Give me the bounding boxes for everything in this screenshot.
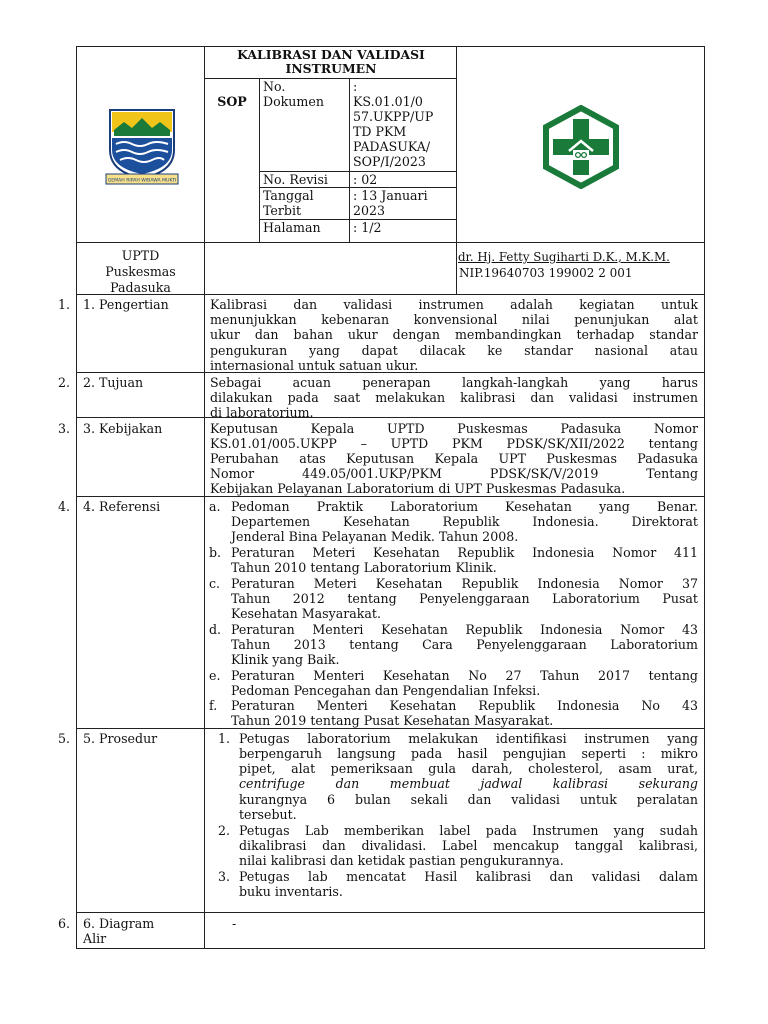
table-border-bottom (76, 948, 705, 949)
puskesmas-logo (539, 105, 623, 189)
header-bottom-line (76, 242, 705, 243)
field-label-no-revisi: No. Revisi (263, 172, 328, 187)
section-text-line: di laboratorium. (210, 405, 314, 420)
reference-line: Tahun 2019 tentang Pusat Kesehatan Masyarakat. (231, 713, 554, 728)
reference-line: Peraturan Menteri Kesehatan Republik Indonesia Nomor 43 (231, 622, 698, 637)
title-divider (205, 78, 457, 79)
section-label-pengertian: 1. Pengertian (83, 297, 169, 312)
org-name-line: Puskesmas (105, 264, 176, 279)
section-label-kebijakan: 3. Kebijakan (83, 421, 163, 436)
table-column-divider (204, 46, 205, 949)
procedure-line: tersebut. (239, 807, 297, 822)
document-title-line1: KALIBRASI DAN VALIDASI (237, 47, 425, 62)
procedure-line: kurangnya 6 bulan sekali dan validasi untuk peralatan (239, 792, 698, 807)
procedure-line: Petugas Lab memberikan label pada Instrumen yang sudah (239, 823, 698, 838)
reference-line: Klinik yang Baik. (231, 652, 340, 667)
section-label-tujuan: 2. Tujuan (83, 375, 144, 390)
reference-line: Pedoman Pencegahan dan Pengendalian Infeksi. (231, 683, 541, 698)
section-text-line: dilakukan pada saat melakukan kalibrasi dan validasi instrumen (210, 390, 698, 405)
procedure-line: Petugas lab mencatat Hasil kalibrasi dan validasi dalam (239, 869, 698, 884)
diagram-alir-value: - (232, 916, 237, 931)
field-label-tanggal-terbit: Terbit (263, 203, 302, 218)
section-number: 3. (57, 421, 70, 436)
field-value-tanggal-terbit: 2023 (353, 203, 386, 218)
section-text-line: internasional untuk satuan ukur. (210, 358, 419, 373)
reference-marker: a. (209, 499, 221, 514)
section-text-line: Keputusan Kepala UPTD Puskesmas Padasuka Nomor (210, 421, 698, 436)
section-text-line: Perubahan atas Keputusan Kepala UPT Puskesmas Padasuka (210, 451, 698, 466)
reference-line: Tahun 2012 tentang Penyelenggaraan Laboratorium Pusat (231, 591, 698, 606)
section-number: 6. (57, 916, 70, 931)
document-title-line2: INSTRUMEN (285, 61, 377, 76)
section-label-diagram-alir: Alir (83, 931, 107, 946)
field-value-no-dokumen: PADASUKA/ (353, 139, 431, 154)
procedure-line: buku inventaris. (239, 884, 343, 899)
section-number: 4. (57, 499, 70, 514)
procedure-line: dikalibrasi dan divalidasi. Label mencakup tanggal kalibrasi, (239, 838, 698, 853)
field-value-tanggal-terbit: : 13 Januari (353, 188, 428, 203)
procedure-marker: 3. (218, 869, 231, 884)
field-value-no-dokumen: SOP/I/2023 (353, 154, 426, 169)
field-label-tanggal-terbit: Tanggal (263, 188, 314, 203)
table-border-left (76, 46, 77, 949)
row-divider (76, 417, 705, 418)
section-number: 5. (57, 731, 70, 746)
reference-marker: c. (209, 576, 221, 591)
field-value-no-dokumen: : (353, 79, 358, 94)
section-text-line: Kebijakan Pelayanan Laboratorium di UPT Puskesmas Padasuka. (210, 481, 626, 496)
org-name-line: Padasuka (110, 280, 171, 295)
procedure-line: centrifuge dan membuat jadwal kalibrasi sekurang (239, 776, 698, 791)
field-label-halaman: Halaman (263, 220, 321, 235)
section-label-referensi: 4. Referensi (83, 499, 161, 514)
reference-line: Peraturan Meteri Kesehatan Republik Indonesia Nomor 411 (231, 545, 698, 560)
section-text-line: pengukuran yang dapat dilacak ke standar nasional atau (210, 343, 698, 358)
section-text-line: menunjukkan kebenaran konvensional nilai penunjukan alat (210, 312, 698, 327)
org-name-line: UPTD (121, 248, 160, 263)
section-text-line: Nomor 449.05/001.UKP/PKM PDSK/SK/V/2019 Tentang (210, 466, 698, 481)
procedure-marker: 2. (218, 823, 231, 838)
city-emblem-logo (104, 106, 180, 190)
reference-line: Jenderal Bina Pelayanan Medik. Tahun 2008. (231, 529, 519, 544)
reference-marker: b. (209, 545, 222, 560)
field-divider (349, 78, 350, 242)
reference-marker: e. (209, 668, 221, 683)
procedure-line: berpengaruh langsung pada hasil pengujian seperti : mikro (239, 746, 698, 761)
procedure-line: nilai kalibrasi dan ketidak pastian pengukurannya. (239, 853, 564, 868)
procedure-marker: 1. (218, 731, 231, 746)
sop-label: SOP (217, 94, 247, 109)
section-text-line: KS.01.01/005.UKPP – UPTD PKM PDSK/SK/XII/2022 tentang (210, 436, 698, 451)
procedure-line: pipet, alat pemeriksaan gula darah, cholesterol, asam urat, (239, 761, 698, 776)
section-number: 1. (57, 297, 70, 312)
section-label-prosedur: 5. Prosedur (83, 731, 158, 746)
reference-line: Kesehatan Masyarakat. (231, 606, 381, 621)
signer-name: dr. Hj. Fetty Sugiharti D.K., M.K.M. (458, 250, 670, 264)
section-text-line: Kalibrasi dan validasi instrumen adalah kegiatan untuk (210, 297, 698, 312)
section-text-line: Sebagai acuan penerapan langkah-langkah yang harus (210, 375, 698, 390)
reference-line: Pedoman Praktik Laboratorium Kesehatan yang Benar. (231, 499, 698, 514)
section-number: 2. (57, 375, 70, 390)
table-border-right (704, 46, 705, 949)
field-label-no-dokumen: Dokumen (263, 94, 324, 109)
reference-marker: d. (209, 622, 222, 637)
sop-divider (259, 78, 260, 242)
reference-line: Tahun 2010 tentang Laboratorium Klinik. (231, 560, 497, 575)
row-divider (76, 912, 705, 913)
field-value-no-dokumen: 57.UKPP/UP (353, 109, 434, 124)
header-column-divider (456, 46, 457, 294)
field-value-no-revisi: : 02 (353, 172, 378, 187)
reference-marker: f. (209, 698, 218, 713)
emblem-motto: GEMAH RIPAH WIBAWA MUKTI (107, 178, 177, 184)
procedure-line: Petugas laboratorium melakukan identifikasi instrumen yang (239, 731, 698, 746)
section-label-diagram-alir: 6. Diagram (83, 916, 155, 931)
field-label-no-dokumen: No. (263, 79, 286, 94)
reference-line: Peraturan Meteri Kesehatan Republik Indonesia Nomor 37 (231, 576, 698, 591)
reference-line: Departemen Kesehatan Republik Indonesia. Direktorat (231, 514, 698, 529)
field-value-no-dokumen: KS.01.01/0 (353, 94, 423, 109)
reference-line: Peraturan Menteri Kesehatan No 27 Tahun 2017 tentang (231, 668, 698, 683)
field-value-no-dokumen: TD PKM (353, 124, 407, 139)
reference-line: Peraturan Menteri Kesehatan Republik Indonesia No 43 (231, 698, 698, 713)
signer-nip: NIP.19640703 199002 2 001 (459, 266, 633, 280)
field-value-halaman: : 1/2 (353, 220, 382, 235)
section-text-line: ukur dan bahan ukur dengan membandingkan terhadap standar (210, 327, 698, 342)
reference-line: Tahun 2013 tentang Cara Penyelenggaraan Laboratorium (231, 637, 698, 652)
